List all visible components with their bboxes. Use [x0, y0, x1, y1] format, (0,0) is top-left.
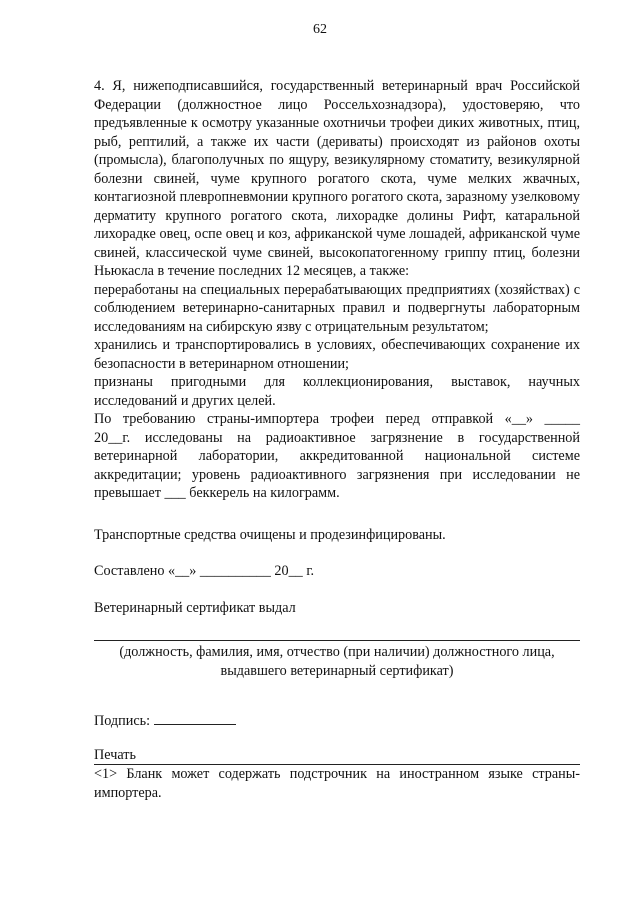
signature-blank — [154, 710, 236, 725]
importer-requirement-line1: По требованию страны-импортера трофеи перед отправкой «__» _____ — [94, 411, 580, 427]
signature-label: Подпись: — [94, 713, 154, 729]
processed-paragraph: переработаны на специальных перерабатывающих предприятиях (хозяйствах) с соблюдением ветеринарно-санитарных правил и подвергнуты лабораторным исследованиям на сибирскую язву с отрицательным результатом; — [94, 281, 580, 335]
importer-requirement-line2: 20__г. исследованы на радиоактивное загрязнение в государственной ветеринарной лаборатории, аккредитованной национальной системе аккредитации; уровень радиоактивного загрязнения при исследовании не превышает ___ беккерель на килограмм. — [94, 429, 580, 501]
certificate-body — [94, 77, 580, 802]
transport-disinfected-statement: Транспортные средства очищены и продезинфицированы. — [94, 526, 446, 543]
issuer-caption: (должность, фамилия, имя, отчество (при наличии) должностного лица, выдавшего ветеринарный сертификат) — [119, 644, 555, 679]
clause-4-paragraph: 4. Я, нижеподписавшийся, государственный ветеринарный врач Российской Федерации (должностное лицо Россельхознадзора), удостоверяю, что предъявленные к осмотру указанные охотничьи трофеи диких животных, птиц, рыб, рептилий, а также их части (дериваты) происходят из районов охоты (промысла), благополучных по ящуру, везикулярному стоматиту, везикулярной болезни свиней, чуме крупного рогатого скота, чуме мелких жвачных, контагиозной плевропневмонии крупного рогатого скота, заразному узелковому дерматиту крупного рогатого скота, лихорадке долины Рифт, катаральной лихорадке овец, оспе овец и коз, африканской чуме лошадей, африканской чуме свиней, классической чуме свиней, высокопатогенному гриппу птиц, болезни Ньюкасла в течение последних 12 месяцев, а также: — [94, 78, 580, 279]
issuer-signature-rule — [94, 640, 580, 641]
seal-label: Печать — [94, 746, 136, 763]
compiled-date-line: Составлено «__» __________ 20__ г. — [94, 563, 315, 579]
signature-line — [94, 710, 580, 731]
issued-by-label: Ветеринарный сертификат выдал — [94, 599, 296, 616]
recognized-paragraph: признаны пригодными для коллекционирования, выставок, научных исследований и других целей. — [94, 374, 580, 409]
page-number: 62 — [313, 22, 327, 37]
stored-paragraph: хранились и транспортировались в условиях, обеспечивающих сохранение их безопасности в ветеринарном отношении; — [94, 337, 580, 372]
footnote-1: <1> Бланк может содержать подстрочник на иностранном языке страны-импортера. — [94, 766, 580, 801]
